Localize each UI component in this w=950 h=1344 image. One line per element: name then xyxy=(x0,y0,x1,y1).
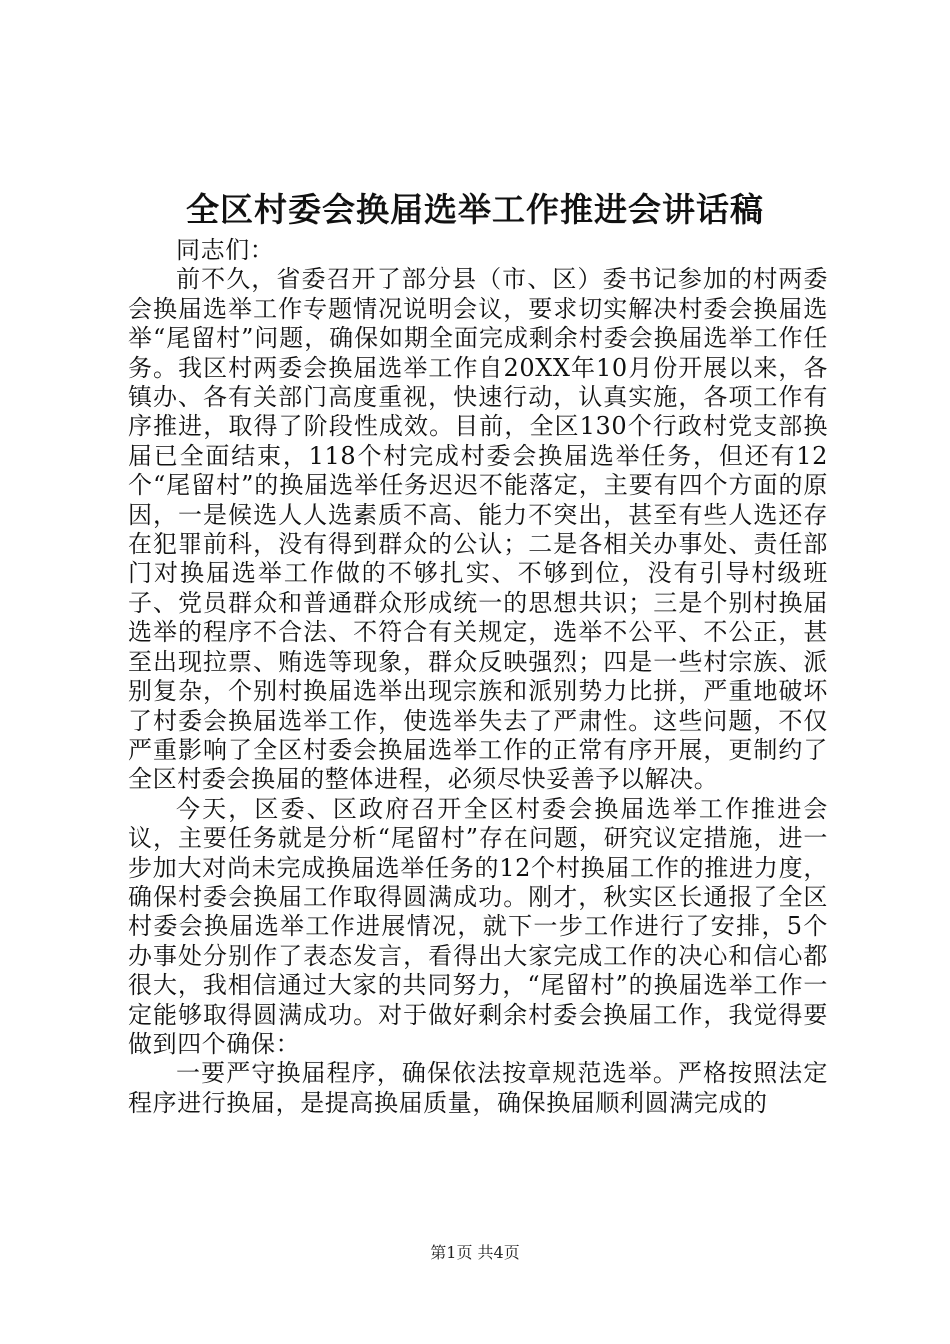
body-paragraph-2: 今天，区委、区政府召开全区村委会换届选举工作推进会议，主要任务就是分析“尾留村”存在问题，研究议定措施，进一步加大对尚未完成换届选举任务的12个村换届工作的推进力度，确保村委会换届工作取得圆满成功。刚才，秋实区长通报了全区村委会换届选举工作进展情况，就下一步工作进行了安排，5个办事处分别作了表态发言，看得出大家完成工作的决心和信心都很大，我相信通过大家的共同努力，“尾留村”的换届选举工作一定能够取得圆满成功。对于做好剩余村委会换届工作，我觉得要做到四个确保： xyxy=(128,794,828,1058)
body-paragraph-1: 前不久，省委召开了部分县（市、区）委书记参加的村两委会换届选举工作专题情况说明会议，要求切实解决村委会换届选举“尾留村”问题，确保如期全面完成剩余村委会换届选举工作任务。我区村两委会换届选举工作自20XX年10月份开展以来，各镇办、各有关部门高度重视，快速行动，认真实施，各项工作有序推进，取得了阶段性成效。目前，全区130个行政村党支部换届已全面结束，118个村完成村委会换届选举任务，但还有12个“尾留村”的换届选举任务迟迟不能落定，主要有四个方面的原因，一是候选人人选素质不高、能力不突出，甚至有些人选还存在犯罪前科，没有得到群众的公认；二是各相关办事处、责任部门对换届选举工作做的不够扎实、不够到位，没有引导村级班子、党员群众和普通群众形成统一的思想共识；三是个别村换届选举的程序不合法、不符合有关规定，选举不公平、不公正，甚至出现拉票、贿选等现象，群众反映强烈；四是一些村宗族、派别复杂，个别村换届选举出现宗族和派别势力比拼，严重地破坏了村委会换届选举工作，使选举失去了严肃性。这些问题，不仅严重影响了全区村委会换届选举工作的正常有序开展，更制约了全区村委会换届的整体进程，必须尽快妥善予以解决。 xyxy=(128,265,828,794)
body-paragraph-3: 一要严守换届程序，确保依法按章规范选举。严格按照法定程序进行换届，是提高换届质量，确保换届顺利圆满完成的 xyxy=(128,1059,828,1117)
salutation-paragraph: 同志们： xyxy=(176,236,275,264)
document-body xyxy=(128,236,828,1118)
page-number-footer: 第1页 共4页 xyxy=(430,1243,520,1262)
document-title: 全区村委会换届选举工作推进会讲话稿 xyxy=(186,190,764,229)
